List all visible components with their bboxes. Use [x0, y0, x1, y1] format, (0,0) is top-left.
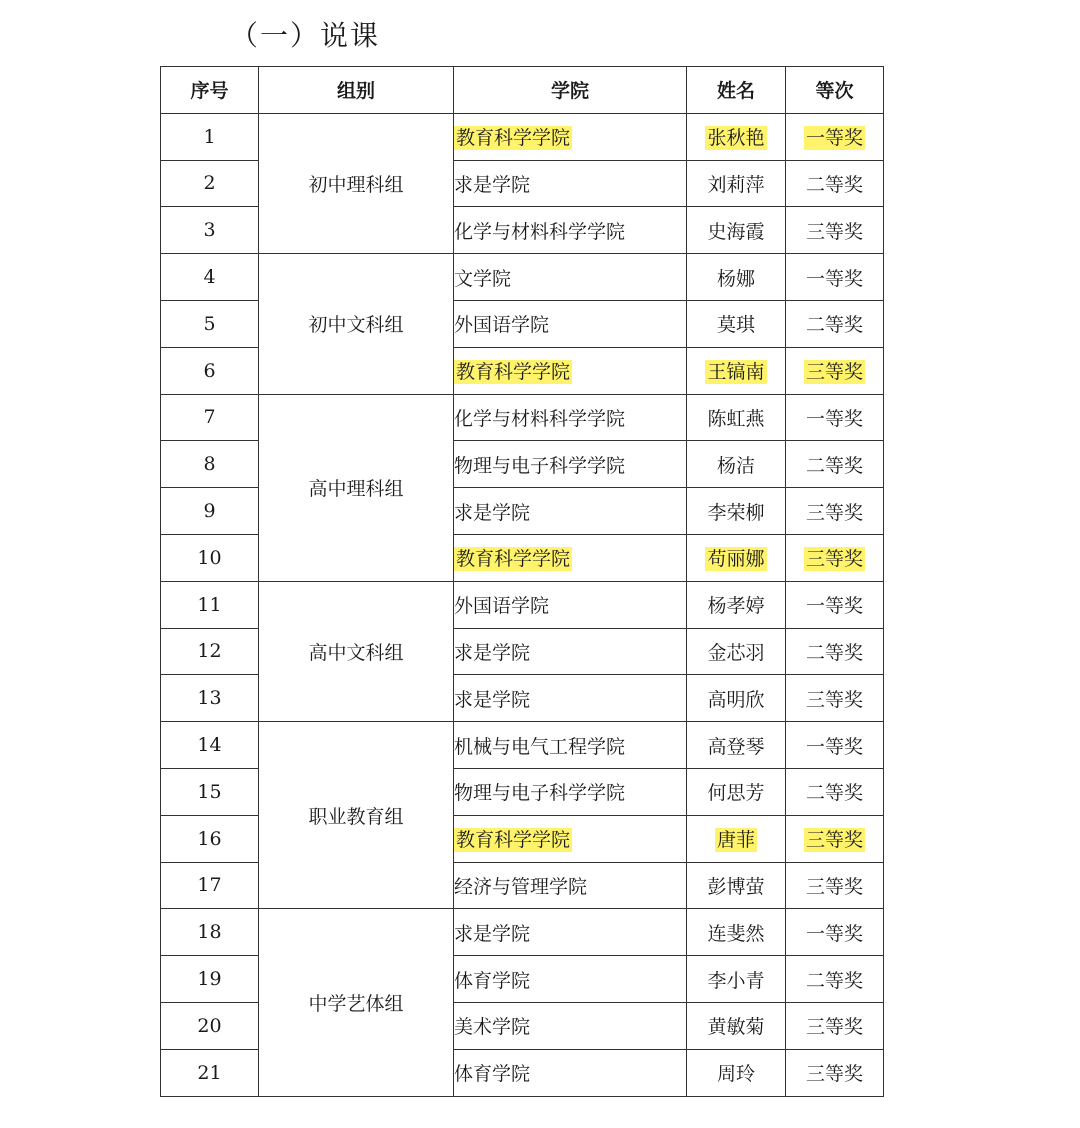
cell-name: [687, 815, 786, 862]
cell-college: 求是学院: [454, 909, 687, 956]
cell-college: 体育学院: [454, 1049, 687, 1096]
cell-group: 高中理科组: [259, 394, 454, 581]
cell-name-highlight: 张秋艳: [707, 127, 765, 150]
cell-award: 二等奖: [786, 956, 884, 1003]
cell-name: 李荣柳: [687, 488, 786, 535]
cell-num: 12: [161, 628, 259, 675]
cell-college: [454, 347, 687, 394]
cell-college: 美术学院: [454, 1002, 687, 1049]
cell-num: 10: [161, 534, 259, 581]
cell-college: 外国语学院: [454, 300, 687, 347]
table-row: [161, 581, 884, 628]
cell-name: [687, 347, 786, 394]
cell-college: 求是学院: [454, 488, 687, 535]
cell-name: 史海霞: [687, 207, 786, 254]
cell-num: 13: [161, 675, 259, 722]
cell-name: 杨孝婷: [687, 581, 786, 628]
cell-award: [786, 815, 884, 862]
cell-num: 8: [161, 441, 259, 488]
cell-num: 21: [161, 1049, 259, 1096]
cell-name: 高登琴: [687, 722, 786, 769]
cell-award: [786, 113, 884, 160]
header-college: 学院: [454, 67, 687, 114]
table-row: [161, 722, 884, 769]
cell-group: 初中理科组: [259, 113, 454, 253]
cell-award: 二等奖: [786, 160, 884, 207]
cell-college: 物理与电子科学学院: [454, 441, 687, 488]
cell-name: 连斐然: [687, 909, 786, 956]
cell-award-highlight: 三等奖: [805, 548, 863, 571]
cell-award: 一等奖: [786, 722, 884, 769]
cell-award-highlight: 一等奖: [805, 127, 863, 150]
cell-college-highlight: 教育科学学院: [456, 127, 571, 150]
cell-college: 求是学院: [454, 628, 687, 675]
cell-group: 初中文科组: [259, 254, 454, 394]
header-award: 等次: [786, 67, 884, 114]
cell-college: [454, 815, 687, 862]
cell-college: [454, 113, 687, 160]
cell-college: 体育学院: [454, 956, 687, 1003]
cell-name: 何思芳: [687, 768, 786, 815]
cell-college: 物理与电子科学学院: [454, 768, 687, 815]
cell-award-highlight: 三等奖: [805, 361, 863, 384]
cell-name-highlight: 王镐南: [707, 361, 765, 384]
cell-college: 化学与材料科学学院: [454, 207, 687, 254]
cell-name: 莫琪: [687, 300, 786, 347]
header-group: 组别: [259, 67, 454, 114]
cell-award: 二等奖: [786, 300, 884, 347]
cell-num: 5: [161, 300, 259, 347]
table-header: [161, 67, 884, 114]
cell-award: 一等奖: [786, 394, 884, 441]
cell-num: 20: [161, 1002, 259, 1049]
header-name: 姓名: [687, 67, 786, 114]
cell-group: 职业教育组: [259, 722, 454, 909]
cell-college-highlight: 教育科学学院: [456, 361, 571, 384]
cell-num: 9: [161, 488, 259, 535]
cell-college-highlight: 教育科学学院: [456, 829, 571, 852]
cell-num: 14: [161, 722, 259, 769]
table-row: [161, 394, 884, 441]
cell-name: 刘莉萍: [687, 160, 786, 207]
header-row: [161, 67, 884, 114]
cell-name-highlight: 苟丽娜: [707, 548, 765, 571]
cell-name: 金芯羽: [687, 628, 786, 675]
cell-name: [687, 534, 786, 581]
cell-group: 中学艺体组: [259, 909, 454, 1096]
cell-name: 彭博萤: [687, 862, 786, 909]
cell-college: 化学与材料科学学院: [454, 394, 687, 441]
cell-num: 16: [161, 815, 259, 862]
cell-award: 三等奖: [786, 1002, 884, 1049]
cell-name: 高明欣: [687, 675, 786, 722]
cell-num: 17: [161, 862, 259, 909]
cell-college: 经济与管理学院: [454, 862, 687, 909]
cell-award: 三等奖: [786, 862, 884, 909]
cell-college: [454, 534, 687, 581]
header-num: 序号: [161, 67, 259, 114]
cell-award: 三等奖: [786, 488, 884, 535]
cell-name: [687, 113, 786, 160]
cell-num: 4: [161, 254, 259, 301]
cell-num: 2: [161, 160, 259, 207]
cell-award: 一等奖: [786, 581, 884, 628]
section-title: （一）说课: [230, 19, 381, 52]
cell-num: 15: [161, 768, 259, 815]
cell-award: 三等奖: [786, 207, 884, 254]
cell-name: 杨娜: [687, 254, 786, 301]
cell-name: 周玲: [687, 1049, 786, 1096]
table-body: [161, 113, 884, 1096]
cell-award: 三等奖: [786, 675, 884, 722]
cell-college-highlight: 教育科学学院: [456, 548, 571, 571]
cell-num: 3: [161, 207, 259, 254]
cell-college: 机械与电气工程学院: [454, 722, 687, 769]
cell-group: 高中文科组: [259, 581, 454, 721]
cell-award: 二等奖: [786, 441, 884, 488]
cell-award: 三等奖: [786, 1049, 884, 1096]
cell-award: [786, 347, 884, 394]
cell-name: 李小青: [687, 956, 786, 1003]
cell-award: 一等奖: [786, 254, 884, 301]
cell-num: 1: [161, 113, 259, 160]
cell-award: 一等奖: [786, 909, 884, 956]
table-row: [161, 254, 884, 301]
cell-name: 黄敏菊: [687, 1002, 786, 1049]
cell-award-highlight: 三等奖: [805, 829, 863, 852]
table-row: [161, 909, 884, 956]
awards-table: [160, 66, 884, 1097]
cell-college: 文学院: [454, 254, 687, 301]
cell-num: 11: [161, 581, 259, 628]
cell-award: 二等奖: [786, 768, 884, 815]
cell-award: [786, 534, 884, 581]
cell-name-highlight: 唐菲: [716, 829, 755, 852]
cell-num: 18: [161, 909, 259, 956]
cell-num: 7: [161, 394, 259, 441]
cell-college: 求是学院: [454, 675, 687, 722]
cell-num: 19: [161, 956, 259, 1003]
cell-name: 杨洁: [687, 441, 786, 488]
cell-name: 陈虹燕: [687, 394, 786, 441]
cell-num: 6: [161, 347, 259, 394]
table-row: [161, 113, 884, 160]
cell-college: 求是学院: [454, 160, 687, 207]
cell-college: 外国语学院: [454, 581, 687, 628]
cell-award: 二等奖: [786, 628, 884, 675]
